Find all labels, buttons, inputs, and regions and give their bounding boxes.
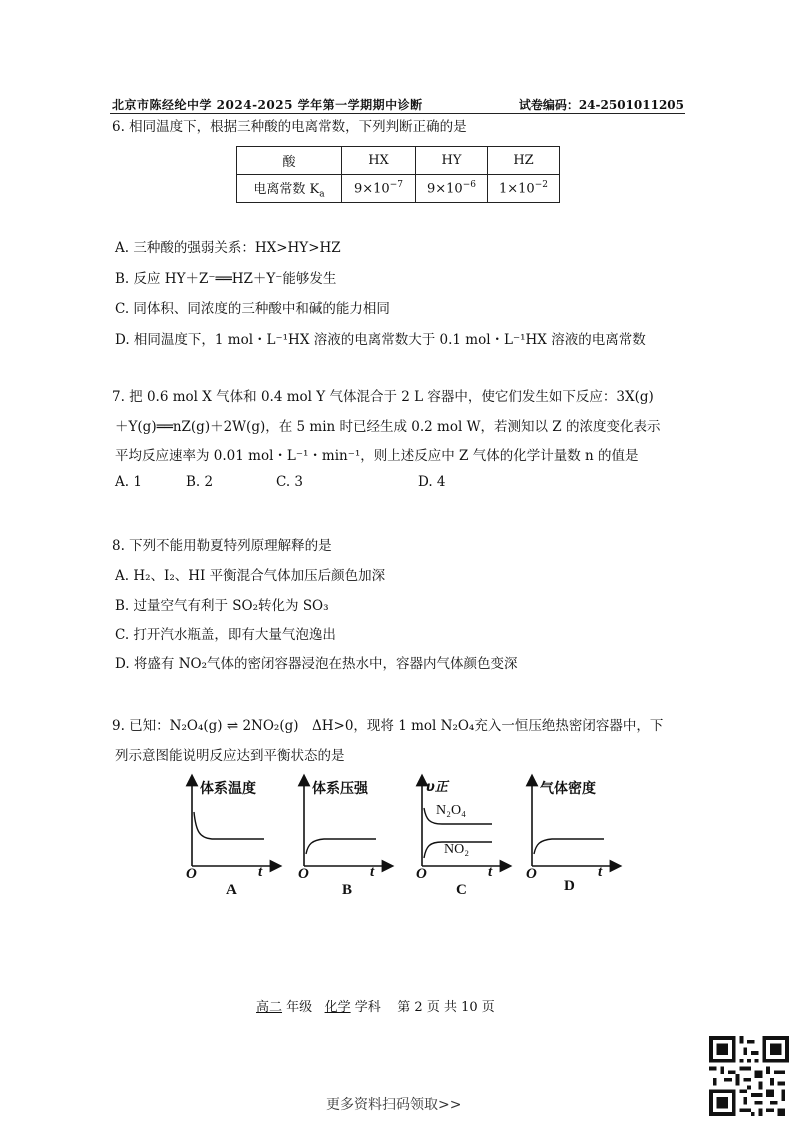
graph-c-ylabel: υ正: [426, 780, 448, 795]
footer-subject: 化学: [324, 1000, 351, 1015]
graph-a-ylabel: 体系温度: [200, 781, 256, 797]
q9-line-2: 列示意图能说明反应达到平衡状态的是: [115, 748, 345, 764]
footer-page-number: 第 2 页 共 10 页: [397, 1000, 495, 1015]
school-exam-title: 北京市陈经纶中学 2024-2025 学年第一学期期中诊断: [112, 98, 423, 112]
q6-option-c: C. 同体积、同浓度的三种酸中和碱的能力相同: [115, 301, 390, 317]
graph-a-xvar: t: [258, 864, 263, 880]
q7-line-3: 平均反应速率为 0.01 mol・L⁻¹・min⁻¹，则上述反应中 Z 气体的化学计量数 n 的值是: [115, 448, 639, 464]
q7-line-1: 7. 把 0.6 mol X 气体和 0.4 mol Y 气体混合于 2 L 容器中，使它们发生如下反应：3X(g): [112, 389, 654, 405]
q8-stem: 8. 下列不能用勒夏特列原理解释的是: [112, 538, 332, 554]
exam-code: 试卷编码：24-2501011205: [518, 98, 684, 112]
q8-option-b: B. 过量空气有利于 SO₂转化为 SO₃: [115, 598, 329, 614]
table-row: [237, 175, 560, 203]
header-rule: [110, 113, 685, 114]
q9-line-1: 9. 已知：N₂O₄(g) ⇌ 2NO₂(g) ΔH>0，现将 1 mol N₂O₄充入一恒压绝热密闭容器中，下: [112, 718, 664, 734]
graph-b-letter: B: [342, 882, 353, 898]
table-cell: HX: [342, 147, 416, 175]
graph-a-letter: A: [226, 882, 237, 898]
graph-d: [524, 772, 624, 902]
graph-c-curve-n2o4: N₂O₄: [436, 803, 466, 818]
graph-c-letter: C: [456, 882, 467, 898]
q6-option-d: D. 相同温度下，1 mol・L⁻¹HX 溶液的电离常数大于 0.1 mol・L⁻¹HX 溶液的电离常数: [115, 332, 646, 348]
footer-subject-suffix: 学科: [354, 1000, 381, 1015]
graph-d-origin: O: [526, 866, 537, 882]
graph-b: [296, 772, 396, 902]
q6-option-a: A. 三种酸的强弱关系：HX>HY>HZ: [115, 240, 341, 256]
q7-line-2: ＋Y(g)══nZ(g)＋2W(g)，在 5 min 时已经生成 0.2 mol W，若测知以 Z 的浓度变化表示: [115, 419, 661, 435]
qr-code-icon[interactable]: [709, 1035, 789, 1117]
graph-c-xvar: t: [488, 864, 493, 880]
q6-option-b: B. 反应 HY＋Z⁻══HZ＋Y⁻能够发生: [115, 271, 337, 287]
ionization-constant-table: [236, 146, 560, 203]
table-cell: $9\times 10^{-6}$: [416, 175, 488, 203]
table-cell: 酸: [237, 147, 342, 175]
q7-option-d: D. 4: [418, 474, 446, 490]
footer-grade-suffix: 年级: [286, 1000, 313, 1015]
graph-d-letter: D: [564, 878, 575, 894]
graph-d-ylabel: 气体密度: [540, 781, 596, 797]
q8-option-d: D. 将盛有 NO₂气体的密闭容器浸泡在热水中，容器内气体颜色变深: [115, 656, 518, 672]
q7-option-c: C. 3: [276, 474, 304, 490]
graph-b-ylabel: 体系压强: [312, 781, 368, 797]
graph-c-origin: O: [416, 866, 427, 882]
table-cell: $1\times 10^{-2}$: [488, 175, 560, 203]
table-header-row: [237, 147, 560, 175]
graph-b-xvar: t: [370, 864, 375, 880]
graph-c-curve-no2: NO₂: [444, 842, 470, 857]
graph-b-origin: O: [298, 866, 309, 882]
footer-grade: 高二: [256, 1000, 283, 1015]
table-cell: $9\times 10^{-7}$: [342, 175, 416, 203]
graph-a-origin: O: [186, 866, 197, 882]
bottom-note[interactable]: 更多资料扫码领取>>: [326, 1097, 462, 1113]
graph-d-xvar: t: [598, 864, 603, 880]
q8-option-a: A. H₂、I₂、HI 平衡混合气体加压后颜色加深: [115, 568, 386, 584]
table-row-label: 电离常数 $K_a$: [237, 175, 342, 203]
graph-c: [414, 772, 514, 902]
q6-stem: 6. 相同温度下，根据三种酸的电离常数，下列判断正确的是: [112, 119, 467, 135]
q7-option-a: A. 1: [115, 474, 142, 490]
page-footer: [256, 996, 495, 1015]
graph-a: [184, 772, 284, 902]
table-cell: HY: [416, 147, 488, 175]
q7-option-b: B. 2: [186, 474, 214, 490]
q8-option-c: C. 打开汽水瓶盖，即有大量气泡逸出: [115, 627, 336, 643]
table-cell: HZ: [488, 147, 560, 175]
